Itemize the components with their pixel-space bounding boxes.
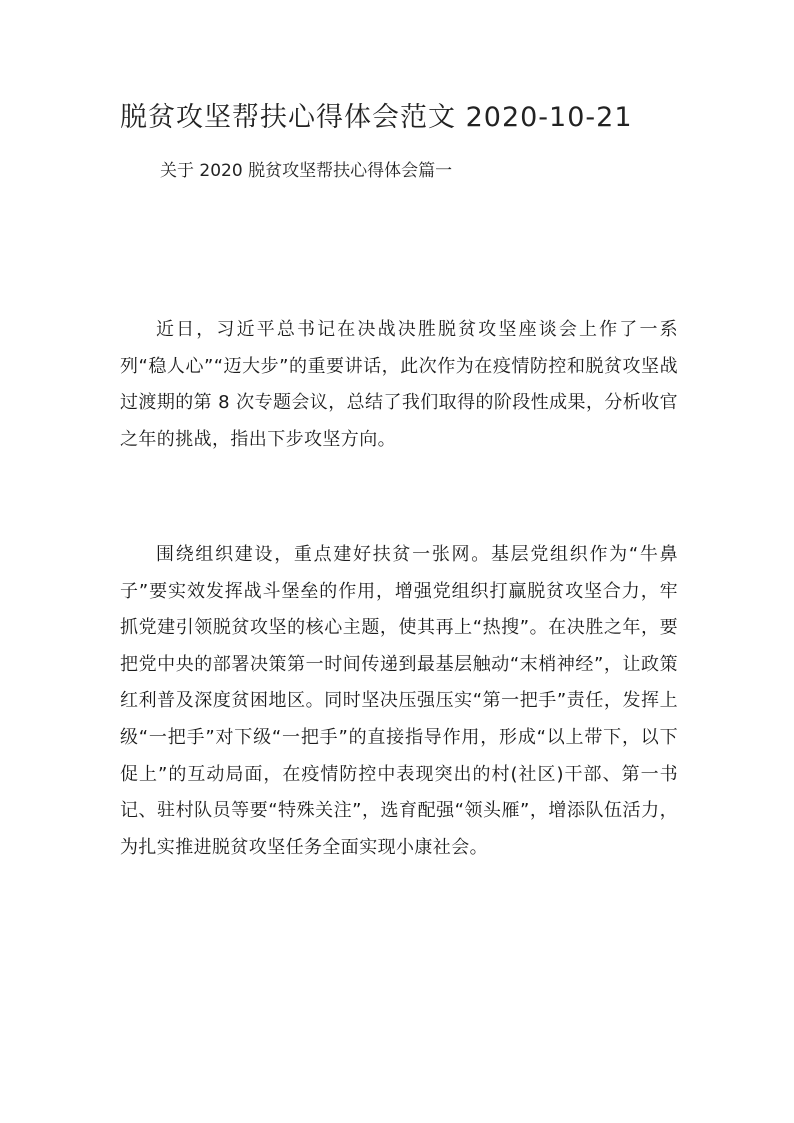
document-title: 脱贫攻坚帮扶心得体会范文 2020-10-21: [120, 102, 633, 133]
paragraph-1: 近日，习近平总书记在决战决胜脱贫攻坚座谈会上作了一系列“稳人心”“迈大步”的重要讲话，此次作为在疫情防控和脱贫攻坚战过渡期的第 8 次专题会议，总结了我们取得的阶段性成果，分析收官之年的挑战，指出下步攻坚方向。: [120, 319, 678, 450]
document-subtitle: 关于 2020 脱贫攻坚帮扶心得体会篇一: [160, 161, 453, 181]
paragraph-2: 围绕组织建设，重点建好扶贫一张网。基层党组织作为“牛鼻子”要实效发挥战斗堡垒的作用，增强党组织打赢脱贫攻坚合力，牢抓党建引领脱贫攻坚的核心主题，使其再上“热搜”。在决胜之年，要把党中央的部署决策第一时间传递到最基层触动“末梢神经”，让政策红利普及深度贫困地区。同时坚决压强压实“第一把手”责任，发挥上级“一把手”对下级“一把手”的直接指导作用，形成“以上带下，以下促上”的互动局面，在疫情防控中表现突出的村(社区)干部、第一书记、驻村队员等要“特殊关注”，选育配强“领头雁”，增添队伍活力，为扎实推进脱贫攻坚任务全面实现小康社会。: [120, 544, 678, 858]
